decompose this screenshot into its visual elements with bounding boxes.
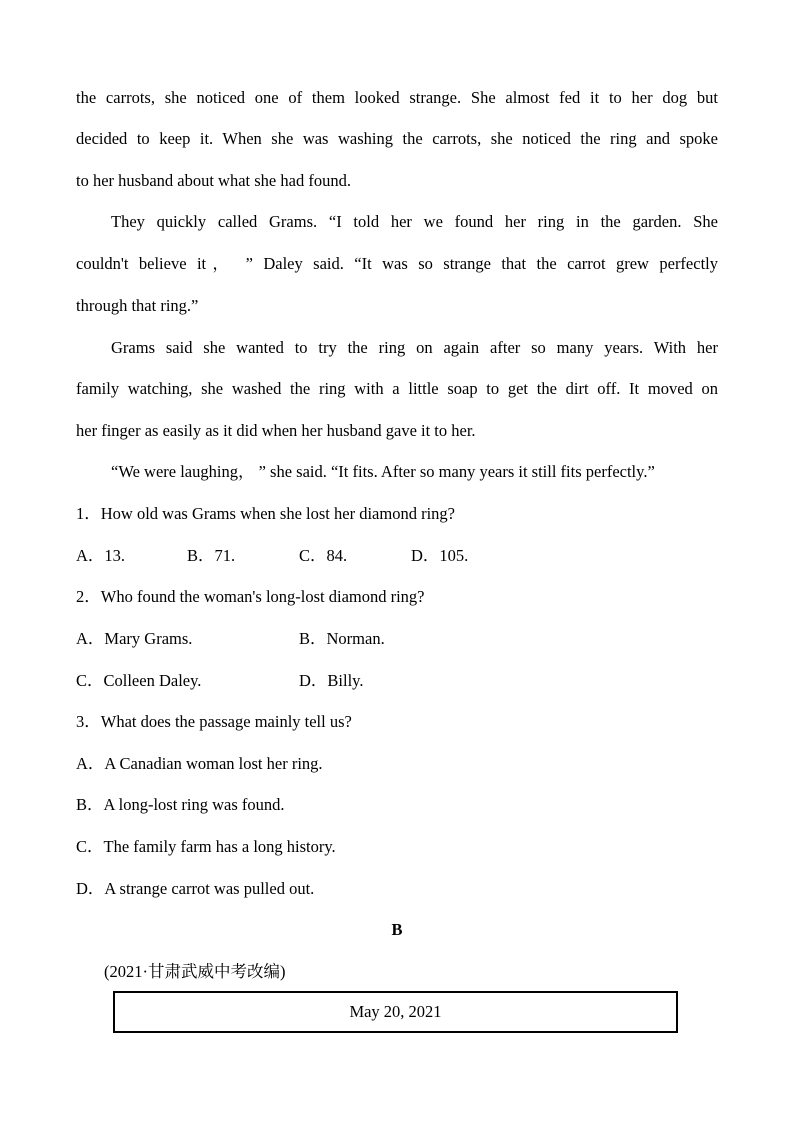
date-text: May 20, 2021 xyxy=(349,1002,442,1021)
answer-option[interactable]: D．A strange carrot was pulled out. xyxy=(76,879,315,898)
question-stem: 1．How old was Grams when she lost her diamond ring? xyxy=(76,504,455,523)
section-heading: B xyxy=(391,920,403,939)
passage-line: They quickly called Grams. “I told her we found her ring in the garden. She xyxy=(111,212,718,231)
passage-line: the carrots, she noticed one of them looked strange. She almost fed it to her dog but xyxy=(76,88,718,107)
passage-line: Grams said she wanted to try the ring on again after so many years. With her xyxy=(111,338,718,357)
date-box xyxy=(113,991,678,1033)
source-note: (2021·甘肃武威中考改编) xyxy=(104,962,286,981)
question-stem: 2．Who found the woman's long-lost diamond ring? xyxy=(76,587,425,606)
passage-line: through that ring.” xyxy=(76,296,199,315)
passage-line: decided to keep it. When she was washing the carrots, she noticed the ring and spoke xyxy=(76,129,718,148)
passage-line: “We were laughing， ” she said. “It fits. After so many years it still fits perfectly.” xyxy=(111,462,655,481)
answer-option[interactable]: D．105. xyxy=(411,546,469,565)
answer-option[interactable]: D．Billy. xyxy=(299,671,364,690)
question-stem: 3．What does the passage mainly tell us? xyxy=(76,712,352,731)
answer-option[interactable]: C．The family farm has a long history. xyxy=(76,837,336,856)
answer-option[interactable]: B．Norman. xyxy=(299,629,385,648)
passage-line: her finger as easily as it did when her husband gave it to her. xyxy=(76,421,476,440)
passage-line: couldn't believe it， ” Daley said. “It was so strange that the carrot grew perfectly xyxy=(76,254,718,273)
answer-option[interactable]: A．13. xyxy=(76,546,126,565)
passage-line: family watching, she washed the ring with a little soap to get the dirt off. It moved on xyxy=(76,379,718,398)
answer-option[interactable]: A．A Canadian woman lost her ring. xyxy=(76,754,323,773)
passage-line: to her husband about what she had found. xyxy=(76,171,351,190)
answer-option[interactable]: C．Colleen Daley. xyxy=(76,671,202,690)
answer-option[interactable]: A．Mary Grams. xyxy=(76,629,193,648)
answer-option[interactable]: C．84. xyxy=(299,546,348,565)
answer-option[interactable]: B．71. xyxy=(187,546,236,565)
answer-option[interactable]: B．A long-lost ring was found. xyxy=(76,795,285,814)
